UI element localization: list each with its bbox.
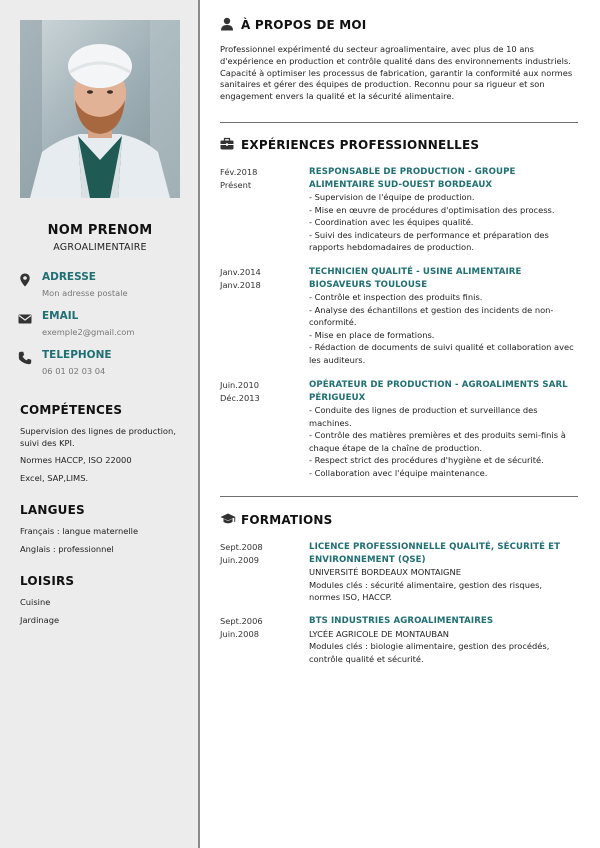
experience-bullet: - Supervision de l'équipe de production.: [309, 192, 475, 202]
formation-date-start: Sept.2006: [220, 616, 263, 626]
profile-photo: [20, 20, 180, 198]
loisir-item: Jardinage: [20, 615, 60, 625]
formation-title: LICENCE PROFESSIONNELLE QUALITÉ, SÉCURITÉ ET ENVIRONNEMENT (QSE): [309, 542, 561, 565]
candidate-name: NOM PRENOM: [47, 223, 153, 238]
sidebar: [0, 0, 200, 848]
main-content: [202, 0, 600, 848]
about-title-text: À PROPOS DE MOI: [241, 18, 367, 32]
experience-bullet: - Analyse des échantillons et gestion des incidents de non-conformité.: [309, 304, 554, 328]
experience-bullet: - Contrôle des matières premières et des produits semi-finis à chaque étape de la chaîne de production.: [309, 430, 566, 453]
graduation-cap-icon: [220, 512, 234, 526]
experience-bullet: - Coordination avec les équipes qualité.: [309, 217, 474, 228]
experiences-section-title: [220, 137, 479, 152]
experiences-title-text: EXPÉRIENCES PROFESSIONNELLES: [241, 138, 480, 152]
experience-title: TECHNICIEN QUALITÉ - USINE ALIMENTAIRE BIOSAVEURS TOULOUSE: [309, 267, 522, 290]
competence-item: Normes HACCP, ISO 22000: [20, 455, 132, 465]
formation-details: Modules clés : sécurité alimentaire, gestion des risques, normes ISO, HACCP.: [309, 579, 543, 603]
location-pin-icon: [18, 272, 32, 286]
contact-phone-label: TELEPHONE: [42, 349, 112, 361]
experience-bullet: - Rédaction de documents de suivi qualité et collaboration avec les auditeurs.: [309, 342, 574, 365]
formations-section-title: [220, 512, 332, 527]
experience-date-end: Présent: [220, 179, 252, 190]
contact-phone-value: 06 01 02 03 04: [42, 366, 106, 376]
formations-title-text: FORMATIONS: [241, 513, 333, 527]
section-divider: [220, 122, 578, 123]
formation-title: BTS INDUSTRIES AGROALIMENTAIRES: [309, 616, 494, 626]
experience-bullet: - Mise en œuvre de procédures d'optimisation des process.: [309, 204, 555, 215]
competences-title: COMPÉTENCES: [20, 403, 123, 417]
experience-date-start: Fév.2018: [220, 167, 258, 177]
formation-date-end: Juin.2009: [220, 554, 260, 565]
langues-title: LANGUES: [20, 503, 85, 517]
experience-date-start: Juin.2010: [220, 380, 260, 390]
langue-item: Anglais : professionnel: [20, 544, 114, 554]
user-icon: [220, 17, 234, 31]
formation-school: UNIVERSITÉ BORDEAUX MONTAIGNE: [309, 567, 461, 577]
experience-bullet: - Suivi des indicateurs de performance et préparation des rapports hebdomadaires de production.: [309, 229, 549, 253]
experience-bullet: - Collaboration avec l'équipe maintenance.: [309, 467, 488, 478]
loisirs-title: LOISIRS: [20, 574, 75, 588]
experience-date-start: Janv.2014: [220, 267, 261, 277]
contact-address-value: Mon adresse postale: [42, 288, 128, 298]
experience-bullet: - Conduite des lignes de production et surveillance des machines.: [309, 405, 538, 428]
envelope-icon: [18, 311, 32, 325]
langue-item: Français : langue maternelle: [20, 526, 139, 536]
experience-title: OPÉRATEUR DE PRODUCTION - AGROALIMENTS SARL PÉRIGUEUX: [309, 380, 568, 403]
experience-bullet: - Respect strict des procédures d'hygiène et de sécurité.: [309, 455, 544, 466]
experience-bullet: - Mise en place de formations.: [309, 329, 435, 340]
loisir-item: Cuisine: [20, 597, 51, 607]
contact-address-label: ADRESSE: [42, 271, 96, 283]
contact-email-value: exemple2@gmail.com: [42, 327, 135, 337]
experience-date-end: Janv.2018: [220, 279, 261, 290]
experience-title: RESPONSABLE DE PRODUCTION - GROUPE ALIMENTAIRE SUD-OUEST BORDEAUX: [309, 167, 516, 190]
formation-details: Modules clés : biologie alimentaire, gestion des procédés, contrôle qualité et sécurité.: [309, 641, 550, 664]
formation-date-end: Juin.2008: [220, 628, 260, 639]
about-section-title: [220, 17, 366, 32]
experience-date-end: Déc.2013: [220, 392, 260, 403]
formation-school: LYCÉE AGRICOLE DE MONTAUBAN: [309, 628, 449, 639]
formation-date-start: Sept.2008: [220, 542, 263, 552]
experience-bullet: - Contrôle et inspection des produits finis.: [309, 292, 483, 302]
competence-item: Excel, SAP,LIMS.: [20, 473, 89, 483]
about-text: Professionnel expérimenté du secteur agroalimentaire, avec plus de 10 ans d'expérience en production et contrôle qualité dans des environnements industriels. Capacité à optimiser les processus de fabrication, garantir la conformité aux normes sanitaires et gérer des équipes de production. Reconnu pour sa rigueur et son engagement envers la qualité et la sécurité alimentaire.: [220, 44, 573, 102]
contact-email-label: EMAIL: [42, 310, 79, 322]
competence-item: Supervision des lignes de production, suivi des KPI.: [20, 426, 176, 448]
candidate-role: AGROALIMENTAIRE: [53, 242, 147, 253]
phone-icon: [18, 350, 32, 364]
section-divider: [220, 496, 578, 497]
briefcase-icon: [220, 137, 234, 151]
